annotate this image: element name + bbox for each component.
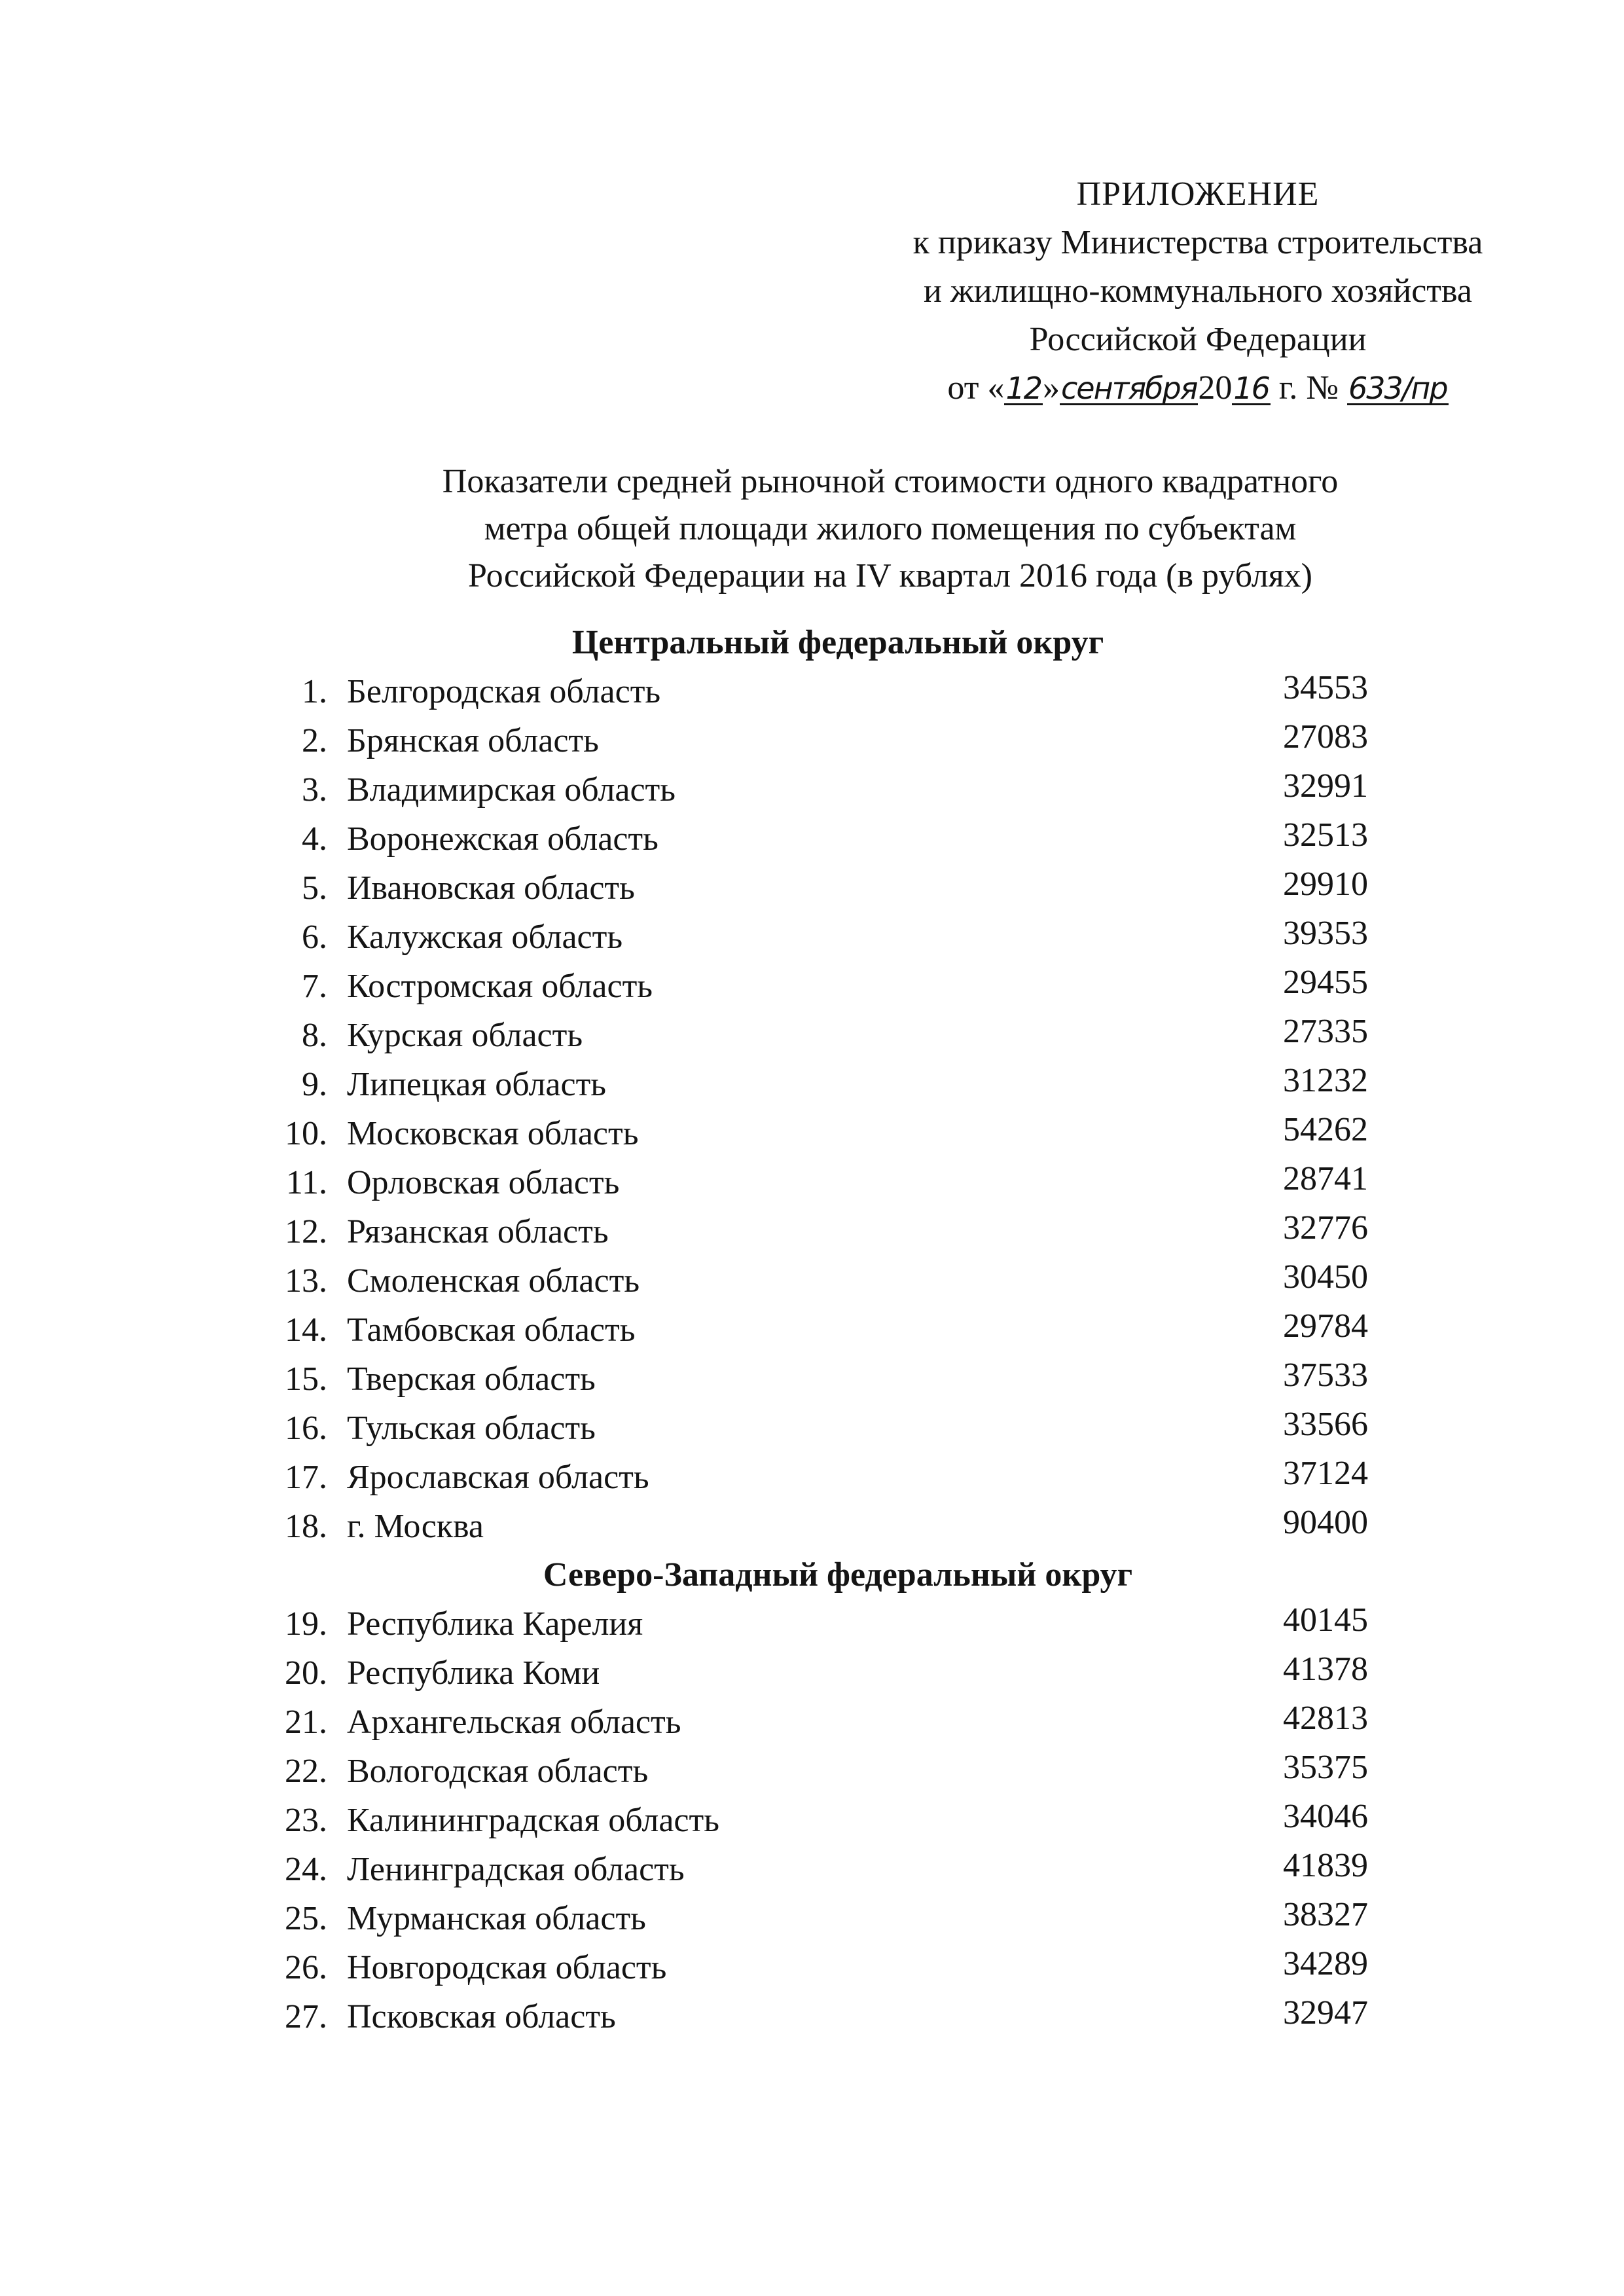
region-name: Белгородская область [347, 673, 661, 710]
region-name: Тульская область [347, 1410, 596, 1447]
table-row [262, 913, 1388, 962]
price-value: 30450 [1283, 1258, 1368, 1296]
appendix-title: ПРИЛОЖЕНИЕ [1076, 175, 1320, 213]
row-number: 3. [302, 771, 327, 809]
table-row [262, 1256, 1388, 1305]
table-row [262, 1060, 1388, 1109]
region-name: Брянская область [347, 722, 599, 759]
price-value: 90400 [1283, 1504, 1368, 1541]
table-row [262, 1109, 1388, 1158]
price-value: 41839 [1283, 1847, 1368, 1884]
price-value: 29784 [1283, 1307, 1368, 1345]
district-heading: Центральный федеральный округ [571, 624, 1104, 661]
price-value: 38327 [1283, 1896, 1368, 1933]
row-number: 19. [285, 1605, 327, 1643]
price-value: 32947 [1283, 1994, 1368, 2032]
region-name: Курская область [347, 1017, 583, 1054]
table-row [262, 765, 1388, 814]
order-day-handwritten: 12 [1005, 371, 1041, 406]
document-title-line-2: метра общей площади жилого помещения по субъектам [484, 510, 1297, 547]
price-value: 42813 [1283, 1700, 1368, 1737]
row-number: 6. [302, 919, 327, 956]
region-name: Ивановская область [347, 869, 635, 907]
row-number: 15. [285, 1360, 327, 1398]
table-row [262, 1453, 1388, 1502]
region-name: Рязанская область [347, 1213, 609, 1250]
appendix-line-2: и жилищно-коммунального хозяйства [924, 272, 1472, 310]
row-number: 17. [285, 1459, 327, 1496]
order-year-suffix: г. № [1270, 369, 1339, 407]
region-name: г. Москва [347, 1508, 484, 1545]
row-number: 12. [285, 1213, 327, 1250]
table-row [262, 1355, 1388, 1404]
price-value: 34289 [1283, 1945, 1368, 1982]
document-title [406, 458, 1375, 600]
price-value: 37124 [1283, 1455, 1368, 1492]
district-heading: Северо-Западный федеральный округ [543, 1556, 1133, 1594]
row-number: 8. [302, 1017, 327, 1054]
table-row [262, 1894, 1388, 1943]
order-separator: » [1043, 369, 1060, 407]
table-row [262, 1845, 1388, 1894]
price-value: 41378 [1283, 1650, 1368, 1688]
region-name: Владимирская область [347, 771, 676, 809]
region-name: Тамбовская область [347, 1311, 636, 1349]
region-name: Тверская область [347, 1360, 596, 1398]
price-value: 27335 [1283, 1013, 1368, 1050]
row-number: 4. [302, 820, 327, 858]
region-name: Республика Карелия [347, 1605, 643, 1643]
table-row [262, 1992, 1388, 2041]
price-value: 29910 [1283, 866, 1368, 903]
price-value: 37533 [1283, 1357, 1368, 1394]
row-number: 25. [285, 1900, 327, 1937]
region-name: Калининградская область [347, 1802, 719, 1839]
price-value: 35375 [1283, 1749, 1368, 1786]
row-number: 27. [285, 1998, 327, 2035]
row-number: 14. [285, 1311, 327, 1349]
price-value: 28741 [1283, 1160, 1368, 1197]
order-prefix: от « [947, 369, 1005, 407]
row-number: 13. [285, 1262, 327, 1300]
document-title-line-1: Показатели средней рыночной стоимости одного квадратного [442, 463, 1339, 500]
table-row [262, 1305, 1388, 1355]
appendix-line-1: к приказу Министерства строительства [912, 224, 1483, 261]
row-number: 7. [302, 968, 327, 1005]
table-row [262, 814, 1388, 864]
region-name: Смоленская область [347, 1262, 640, 1300]
table-row [262, 1943, 1388, 1992]
table-row [262, 716, 1388, 765]
order-number-handwritten: 633/пр [1348, 371, 1447, 406]
price-value: 33566 [1283, 1406, 1368, 1443]
price-value: 31232 [1283, 1062, 1368, 1099]
price-table [262, 619, 1388, 2041]
region-name: Республика Коми [347, 1654, 600, 1692]
row-number: 23. [285, 1802, 327, 1839]
region-name: Московская область [347, 1115, 639, 1152]
region-name: Калужская область [347, 919, 623, 956]
row-number: 16. [285, 1410, 327, 1447]
row-number: 2. [302, 722, 327, 759]
price-value: 29455 [1283, 964, 1368, 1001]
price-value: 32991 [1283, 767, 1368, 805]
price-value: 34046 [1283, 1798, 1368, 1835]
region-name: Липецкая область [347, 1066, 607, 1103]
region-name: Орловская область [347, 1164, 620, 1201]
row-number: 20. [285, 1654, 327, 1692]
order-year-prefix: 20 [1198, 369, 1233, 407]
region-name: Мурманская область [347, 1900, 646, 1937]
row-number: 9. [302, 1066, 327, 1103]
table-row [262, 1599, 1388, 1649]
price-value: 34553 [1283, 669, 1368, 706]
order-reference [897, 364, 1499, 412]
table-row [262, 1404, 1388, 1453]
table-row [262, 1158, 1388, 1207]
document-title-line-3: Российской Федерации на IV квартал 2016 года (в рублях) [468, 557, 1312, 594]
table-row [262, 1502, 1388, 1551]
region-name: Воронежская область [347, 820, 659, 858]
region-name: Архангельская область [347, 1704, 681, 1741]
table-row [262, 864, 1388, 913]
price-value: 32513 [1283, 816, 1368, 854]
row-number: 26. [285, 1949, 327, 1986]
row-number: 22. [285, 1753, 327, 1790]
row-number: 24. [285, 1851, 327, 1888]
region-name: Новгородская область [347, 1949, 667, 1986]
appendix-line-3: Российской Федерации [1029, 321, 1367, 358]
table-row [262, 667, 1388, 716]
region-name: Костромская область [347, 968, 653, 1005]
price-value: 54262 [1283, 1111, 1368, 1148]
appendix-header [897, 170, 1499, 412]
region-name: Ярославская область [347, 1459, 649, 1496]
row-number: 18. [285, 1508, 327, 1545]
price-value: 39353 [1283, 915, 1368, 952]
table-row [262, 1649, 1388, 1698]
table-row [262, 962, 1388, 1011]
table-row [262, 1796, 1388, 1845]
row-number: 11. [285, 1164, 327, 1201]
price-value: 27083 [1283, 718, 1368, 756]
order-month-handwritten: сентября [1061, 371, 1197, 406]
region-name: Псковская область [347, 1998, 616, 2035]
row-number: 5. [302, 869, 327, 907]
table-row [262, 1207, 1388, 1256]
row-number: 1. [302, 673, 327, 710]
row-number: 10. [285, 1115, 327, 1152]
row-number: 21. [285, 1704, 327, 1741]
price-value: 40145 [1283, 1601, 1368, 1639]
table-row [262, 1747, 1388, 1796]
region-name: Вологодская область [347, 1753, 649, 1790]
price-value: 32776 [1283, 1209, 1368, 1247]
region-name: Ленинградская область [347, 1851, 685, 1888]
table-row [262, 1698, 1388, 1747]
table-row [262, 1011, 1388, 1060]
order-year-handwritten: 16 [1233, 371, 1269, 406]
